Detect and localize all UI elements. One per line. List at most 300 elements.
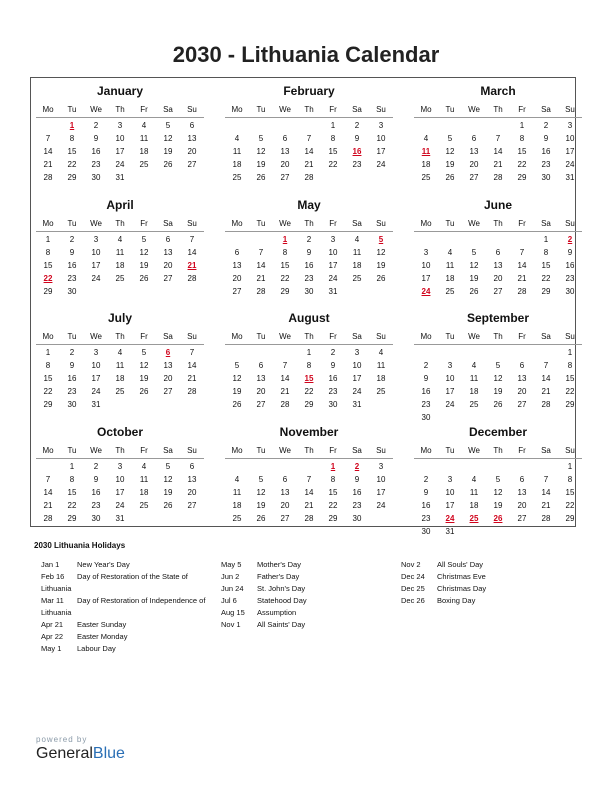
day-cell: 30 [91, 514, 101, 523]
day-cell: 8 [69, 475, 75, 484]
day-cell: 25 [139, 501, 149, 510]
day-cell: 26 [163, 501, 173, 510]
weekday-label: We [90, 446, 102, 455]
month-march [414, 78, 582, 186]
weekday-label: Fr [518, 105, 526, 114]
day-cell: 18 [469, 501, 479, 510]
weekday-label: We [279, 446, 291, 455]
holiday-name: Easter Sunday [77, 620, 127, 629]
day-cell: 25 [115, 274, 125, 283]
day-cell: 28 [43, 514, 53, 523]
weekday-label: Su [376, 332, 386, 341]
weekday-label: Su [376, 105, 386, 114]
brand-name-general: General [36, 745, 93, 762]
holiday-day-cell: 25 [469, 514, 479, 523]
day-cell: 17 [421, 274, 431, 283]
weekday-label: Tu [256, 332, 266, 341]
day-cell: 4 [117, 348, 123, 357]
weekday-label: Sa [541, 332, 551, 341]
day-cell: 17 [445, 387, 455, 396]
day-cell: 31 [115, 514, 125, 523]
weekday-label: We [90, 105, 102, 114]
day-cell: 8 [306, 361, 312, 370]
weekday-label: Su [565, 446, 575, 455]
day-cell: 12 [469, 261, 479, 270]
day-cell: 20 [163, 374, 173, 383]
day-cell: 27 [163, 387, 173, 396]
day-cell: 4 [234, 475, 240, 484]
day-cell: 2 [69, 235, 75, 244]
day-cell: 9 [93, 134, 99, 143]
day-cell: 18 [115, 261, 125, 270]
day-cell: 2 [423, 475, 429, 484]
holiday-date: Jun 24 [221, 584, 244, 593]
day-cell: 27 [517, 514, 527, 523]
day-cell: 6 [471, 134, 477, 143]
day-cell: 4 [234, 134, 240, 143]
day-cell: 7 [258, 248, 264, 257]
day-cell: 2 [423, 361, 429, 370]
weekday-label: Su [565, 105, 575, 114]
weekday-label: Mo [420, 446, 432, 455]
day-cell: 28 [517, 287, 527, 296]
day-cell: 28 [304, 173, 314, 182]
holiday-date: May 1 [41, 644, 62, 653]
day-cell: 20 [517, 387, 527, 396]
weekday-label: Th [115, 219, 125, 228]
holiday-name: Father's Day [257, 572, 300, 581]
day-cell: 6 [519, 475, 525, 484]
day-cell: 27 [280, 514, 290, 523]
day-cell: 27 [163, 274, 173, 283]
day-cell: 23 [352, 160, 362, 169]
day-cell: 29 [565, 400, 575, 409]
day-cell: 17 [115, 488, 125, 497]
month-name: June [483, 198, 512, 212]
day-cell: 5 [447, 134, 453, 143]
brand-logo [36, 735, 125, 763]
day-cell: 5 [258, 475, 264, 484]
weekday-label: Tu [445, 219, 455, 228]
day-cell: 12 [232, 374, 242, 383]
day-cell: 10 [328, 248, 338, 257]
calendar-grid [30, 77, 576, 536]
holiday-date: Feb 16 [41, 572, 65, 581]
day-cell: 12 [163, 134, 173, 143]
day-cell: 16 [565, 261, 575, 270]
day-cell: 30 [352, 514, 362, 523]
weekday-label: Tu [445, 105, 455, 114]
month-name: May [297, 198, 321, 212]
holiday-date: Dec 24 [401, 572, 425, 581]
day-cell: 20 [187, 147, 197, 156]
holiday-day-cell: 2 [567, 235, 573, 244]
holiday-name: Labour Day [77, 644, 116, 653]
weekday-label: Sa [352, 219, 362, 228]
holiday-date: Mar 11 [41, 596, 64, 605]
day-cell: 25 [469, 400, 479, 409]
holiday-name: All Saints' Day [257, 620, 306, 629]
day-cell: 31 [91, 400, 101, 409]
weekday-label: Sa [541, 219, 551, 228]
day-cell: 9 [543, 134, 549, 143]
day-cell: 16 [421, 387, 431, 396]
day-cell: 16 [541, 147, 551, 156]
day-cell: 3 [117, 121, 123, 130]
day-cell: 14 [43, 488, 53, 497]
day-cell: 18 [139, 147, 149, 156]
day-cell: 21 [541, 387, 551, 396]
day-cell: 29 [304, 400, 314, 409]
month-november [225, 419, 393, 527]
day-cell: 16 [91, 147, 101, 156]
weekday-label: We [279, 105, 291, 114]
weekday-label: Th [493, 105, 503, 114]
day-cell: 10 [91, 248, 101, 257]
holiday-date: May 5 [221, 560, 242, 569]
holiday-day-cell: 24 [421, 287, 431, 296]
day-cell: 8 [45, 248, 51, 257]
weekday-label: Sa [541, 105, 551, 114]
weekday-label: Tu [67, 446, 77, 455]
day-cell: 28 [187, 387, 197, 396]
day-cell: 29 [565, 514, 575, 523]
day-cell: 26 [163, 160, 173, 169]
day-cell: 18 [445, 274, 455, 283]
day-cell: 14 [304, 488, 314, 497]
day-cell: 29 [67, 514, 77, 523]
day-cell: 16 [421, 501, 431, 510]
day-cell: 11 [115, 248, 125, 257]
weekday-header [36, 217, 204, 232]
day-cell: 13 [517, 374, 527, 383]
day-cell: 13 [517, 488, 527, 497]
day-cell: 5 [165, 462, 171, 471]
day-cell: 31 [565, 173, 575, 182]
weekday-label: Fr [329, 219, 337, 228]
day-cell: 25 [139, 160, 149, 169]
weekday-header [225, 444, 393, 459]
weekday-label: Sa [541, 446, 551, 455]
day-cell: 20 [232, 274, 242, 283]
day-cell: 21 [517, 274, 527, 283]
day-cell: 15 [565, 488, 575, 497]
day-cell: 10 [115, 134, 125, 143]
weekday-label: Su [187, 105, 197, 114]
holiday-name: Day of Restoration of the State of [77, 572, 188, 581]
weekday-label: Su [187, 219, 197, 228]
day-cell: 26 [139, 274, 149, 283]
day-cell: 12 [493, 374, 503, 383]
day-cell: 3 [447, 475, 453, 484]
day-cell: 17 [115, 147, 125, 156]
day-cell: 9 [423, 374, 429, 383]
day-cell: 26 [376, 274, 386, 283]
day-cell: 23 [421, 514, 431, 523]
day-cell: 30 [421, 413, 431, 422]
weekday-label: Fr [140, 219, 148, 228]
day-cell: 24 [445, 400, 455, 409]
day-cell: 3 [93, 348, 99, 357]
day-cell: 29 [67, 173, 77, 182]
weekday-label: Tu [256, 105, 266, 114]
day-cell: 26 [469, 287, 479, 296]
day-cell: 24 [352, 387, 362, 396]
day-cell: 5 [165, 121, 171, 130]
weekday-label: Fr [329, 105, 337, 114]
holiday-date: Dec 25 [401, 584, 425, 593]
holiday-name: Easter Monday [77, 632, 128, 641]
weekday-label: Fr [518, 446, 526, 455]
day-cell: 7 [543, 361, 549, 370]
day-cell: 25 [232, 173, 242, 182]
day-cell: 20 [280, 501, 290, 510]
day-cell: 15 [43, 374, 53, 383]
day-cell: 19 [256, 160, 266, 169]
weekday-label: Su [187, 332, 197, 341]
day-cell: 28 [256, 287, 266, 296]
day-cell: 27 [232, 287, 242, 296]
day-cell: 17 [91, 374, 101, 383]
weekday-label: Th [493, 332, 503, 341]
day-cell: 8 [282, 248, 288, 257]
day-cell: 14 [256, 261, 266, 270]
day-cell: 5 [141, 348, 147, 357]
holiday-day-cell: 16 [352, 147, 362, 156]
day-cell: 25 [232, 514, 242, 523]
holiday-name: Statehood Day [257, 596, 307, 605]
day-cell: 12 [445, 147, 455, 156]
weekday-header [36, 103, 204, 118]
holiday-day-cell: 24 [445, 514, 455, 523]
day-cell: 31 [328, 287, 338, 296]
month-name: October [96, 425, 143, 439]
day-cell: 19 [445, 160, 455, 169]
day-cell: 8 [543, 248, 549, 257]
month-name: December [468, 425, 528, 439]
day-cell: 29 [43, 400, 53, 409]
day-cell: 16 [67, 374, 77, 383]
weekday-label: We [90, 332, 102, 341]
day-cell: 10 [115, 475, 125, 484]
day-cell: 15 [67, 488, 77, 497]
day-cell: 24 [328, 274, 338, 283]
holiday-day-cell: 1 [69, 121, 75, 130]
holiday-day-cell: 26 [493, 514, 503, 523]
holiday-date: Jan 1 [41, 560, 60, 569]
weekday-label: Sa [163, 446, 173, 455]
day-cell: 6 [282, 475, 288, 484]
holiday-name: New Year's Day [77, 560, 130, 569]
holiday-name: Day of Restoration of Independence of [77, 596, 206, 605]
day-cell: 21 [280, 387, 290, 396]
day-cell: 27 [187, 160, 197, 169]
weekday-label: We [468, 332, 480, 341]
weekday-label: Tu [445, 332, 455, 341]
day-cell: 10 [376, 134, 386, 143]
weekday-label: Fr [329, 332, 337, 341]
day-cell: 24 [115, 160, 125, 169]
day-cell: 3 [423, 248, 429, 257]
day-cell: 6 [519, 361, 525, 370]
weekday-header [414, 217, 582, 232]
weekday-label: Fr [329, 446, 337, 455]
day-cell: 16 [67, 261, 77, 270]
day-cell: 10 [445, 488, 455, 497]
day-cell: 9 [330, 361, 336, 370]
holiday-date: Apr 22 [41, 632, 64, 641]
weekday-label: Th [115, 446, 125, 455]
holiday-date: Nov 2 [401, 560, 421, 569]
day-cell: 31 [115, 173, 125, 182]
day-cell: 13 [163, 361, 173, 370]
day-cell: 31 [445, 527, 455, 536]
day-cell: 19 [139, 261, 149, 270]
day-cell: 24 [115, 501, 125, 510]
day-cell: 27 [280, 173, 290, 182]
day-cell: 4 [354, 235, 360, 244]
day-cell: 8 [330, 475, 336, 484]
day-cell: 4 [141, 462, 147, 471]
day-cell: 10 [445, 374, 455, 383]
day-cell: 11 [139, 475, 149, 484]
weekday-label: Tu [256, 446, 266, 455]
day-cell: 13 [163, 248, 173, 257]
weekday-label: Mo [42, 332, 54, 341]
day-cell: 3 [378, 121, 384, 130]
day-cell: 1 [45, 348, 51, 357]
holiday-day-cell: 2 [354, 462, 360, 471]
day-cell: 14 [43, 147, 53, 156]
day-cell: 20 [280, 160, 290, 169]
weekday-label: Mo [231, 219, 243, 228]
day-cell: 15 [328, 147, 338, 156]
day-cell: 13 [469, 147, 479, 156]
day-cell: 22 [67, 501, 77, 510]
day-cell: 20 [163, 261, 173, 270]
month-name: February [283, 84, 335, 98]
day-cell: 11 [232, 147, 242, 156]
day-cell: 19 [139, 374, 149, 383]
day-cell: 11 [469, 488, 479, 497]
weekday-label: Tu [67, 219, 77, 228]
holiday-day-cell: 1 [330, 462, 336, 471]
day-cell: 13 [280, 488, 290, 497]
holiday-day-cell: 11 [421, 147, 431, 156]
day-cell: 1 [45, 235, 51, 244]
day-cell: 28 [493, 173, 503, 182]
day-cell: 22 [517, 160, 527, 169]
weekday-header [36, 330, 204, 345]
day-cell: 10 [565, 134, 575, 143]
weekday-label: We [279, 332, 291, 341]
day-cell: 4 [471, 475, 477, 484]
day-cell: 23 [67, 387, 77, 396]
day-cell: 8 [519, 134, 525, 143]
day-cell: 27 [517, 400, 527, 409]
day-cell: 28 [43, 173, 53, 182]
day-cell: 13 [493, 261, 503, 270]
day-cell: 1 [306, 348, 312, 357]
day-cell: 17 [376, 147, 386, 156]
day-cell: 4 [447, 248, 453, 257]
weekday-label: Mo [42, 105, 54, 114]
weekday-label: Th [493, 446, 503, 455]
month-april [36, 192, 204, 300]
month-name: November [279, 425, 339, 439]
day-cell: 8 [567, 475, 573, 484]
holiday-date: Nov 1 [221, 620, 241, 629]
day-cell: 10 [352, 361, 362, 370]
day-cell: 30 [67, 287, 77, 296]
page-title: 2030 - Lithuania Calendar [172, 42, 440, 67]
day-cell: 3 [117, 462, 123, 471]
day-cell: 9 [69, 361, 75, 370]
day-cell: 6 [282, 134, 288, 143]
day-cell: 16 [91, 488, 101, 497]
holiday-day-cell: 15 [304, 374, 314, 383]
day-cell: 26 [139, 387, 149, 396]
day-cell: 7 [495, 134, 501, 143]
day-cell: 21 [493, 160, 503, 169]
weekday-label: Sa [352, 446, 362, 455]
day-cell: 19 [256, 501, 266, 510]
day-cell: 11 [139, 134, 149, 143]
day-cell: 26 [232, 400, 242, 409]
day-cell: 22 [541, 274, 551, 283]
day-cell: 11 [232, 488, 242, 497]
day-cell: 3 [330, 235, 336, 244]
day-cell: 8 [69, 134, 75, 143]
weekday-header [414, 330, 582, 345]
month-name: July [107, 311, 132, 325]
day-cell: 13 [187, 475, 197, 484]
day-cell: 27 [493, 287, 503, 296]
holiday-name: Mother's Day [257, 560, 301, 569]
day-cell: 14 [541, 488, 551, 497]
day-cell: 10 [421, 261, 431, 270]
day-cell: 2 [306, 235, 312, 244]
day-cell: 14 [187, 248, 197, 257]
weekday-label: Mo [420, 219, 432, 228]
holiday-date: Jul 6 [221, 596, 237, 605]
day-cell: 17 [328, 261, 338, 270]
month-january [36, 78, 204, 186]
weekday-header [414, 444, 582, 459]
month-name: April [106, 198, 134, 212]
day-cell: 21 [43, 501, 53, 510]
weekday-label: We [279, 219, 291, 228]
day-cell: 1 [543, 235, 549, 244]
day-cell: 5 [234, 361, 240, 370]
weekday-label: Fr [518, 219, 526, 228]
holiday-date: Jun 2 [221, 572, 240, 581]
day-cell: 20 [187, 488, 197, 497]
day-cell: 9 [354, 134, 360, 143]
day-cell: 11 [352, 248, 362, 257]
day-cell: 21 [541, 501, 551, 510]
month-august [225, 305, 393, 413]
day-cell: 23 [91, 501, 101, 510]
day-cell: 20 [256, 387, 266, 396]
day-cell: 3 [93, 235, 99, 244]
holiday-day-cell: 6 [165, 348, 171, 357]
weekday-label: Th [304, 105, 314, 114]
day-cell: 17 [91, 261, 101, 270]
day-cell: 14 [517, 261, 527, 270]
month-october [36, 419, 204, 527]
day-cell: 15 [43, 261, 53, 270]
